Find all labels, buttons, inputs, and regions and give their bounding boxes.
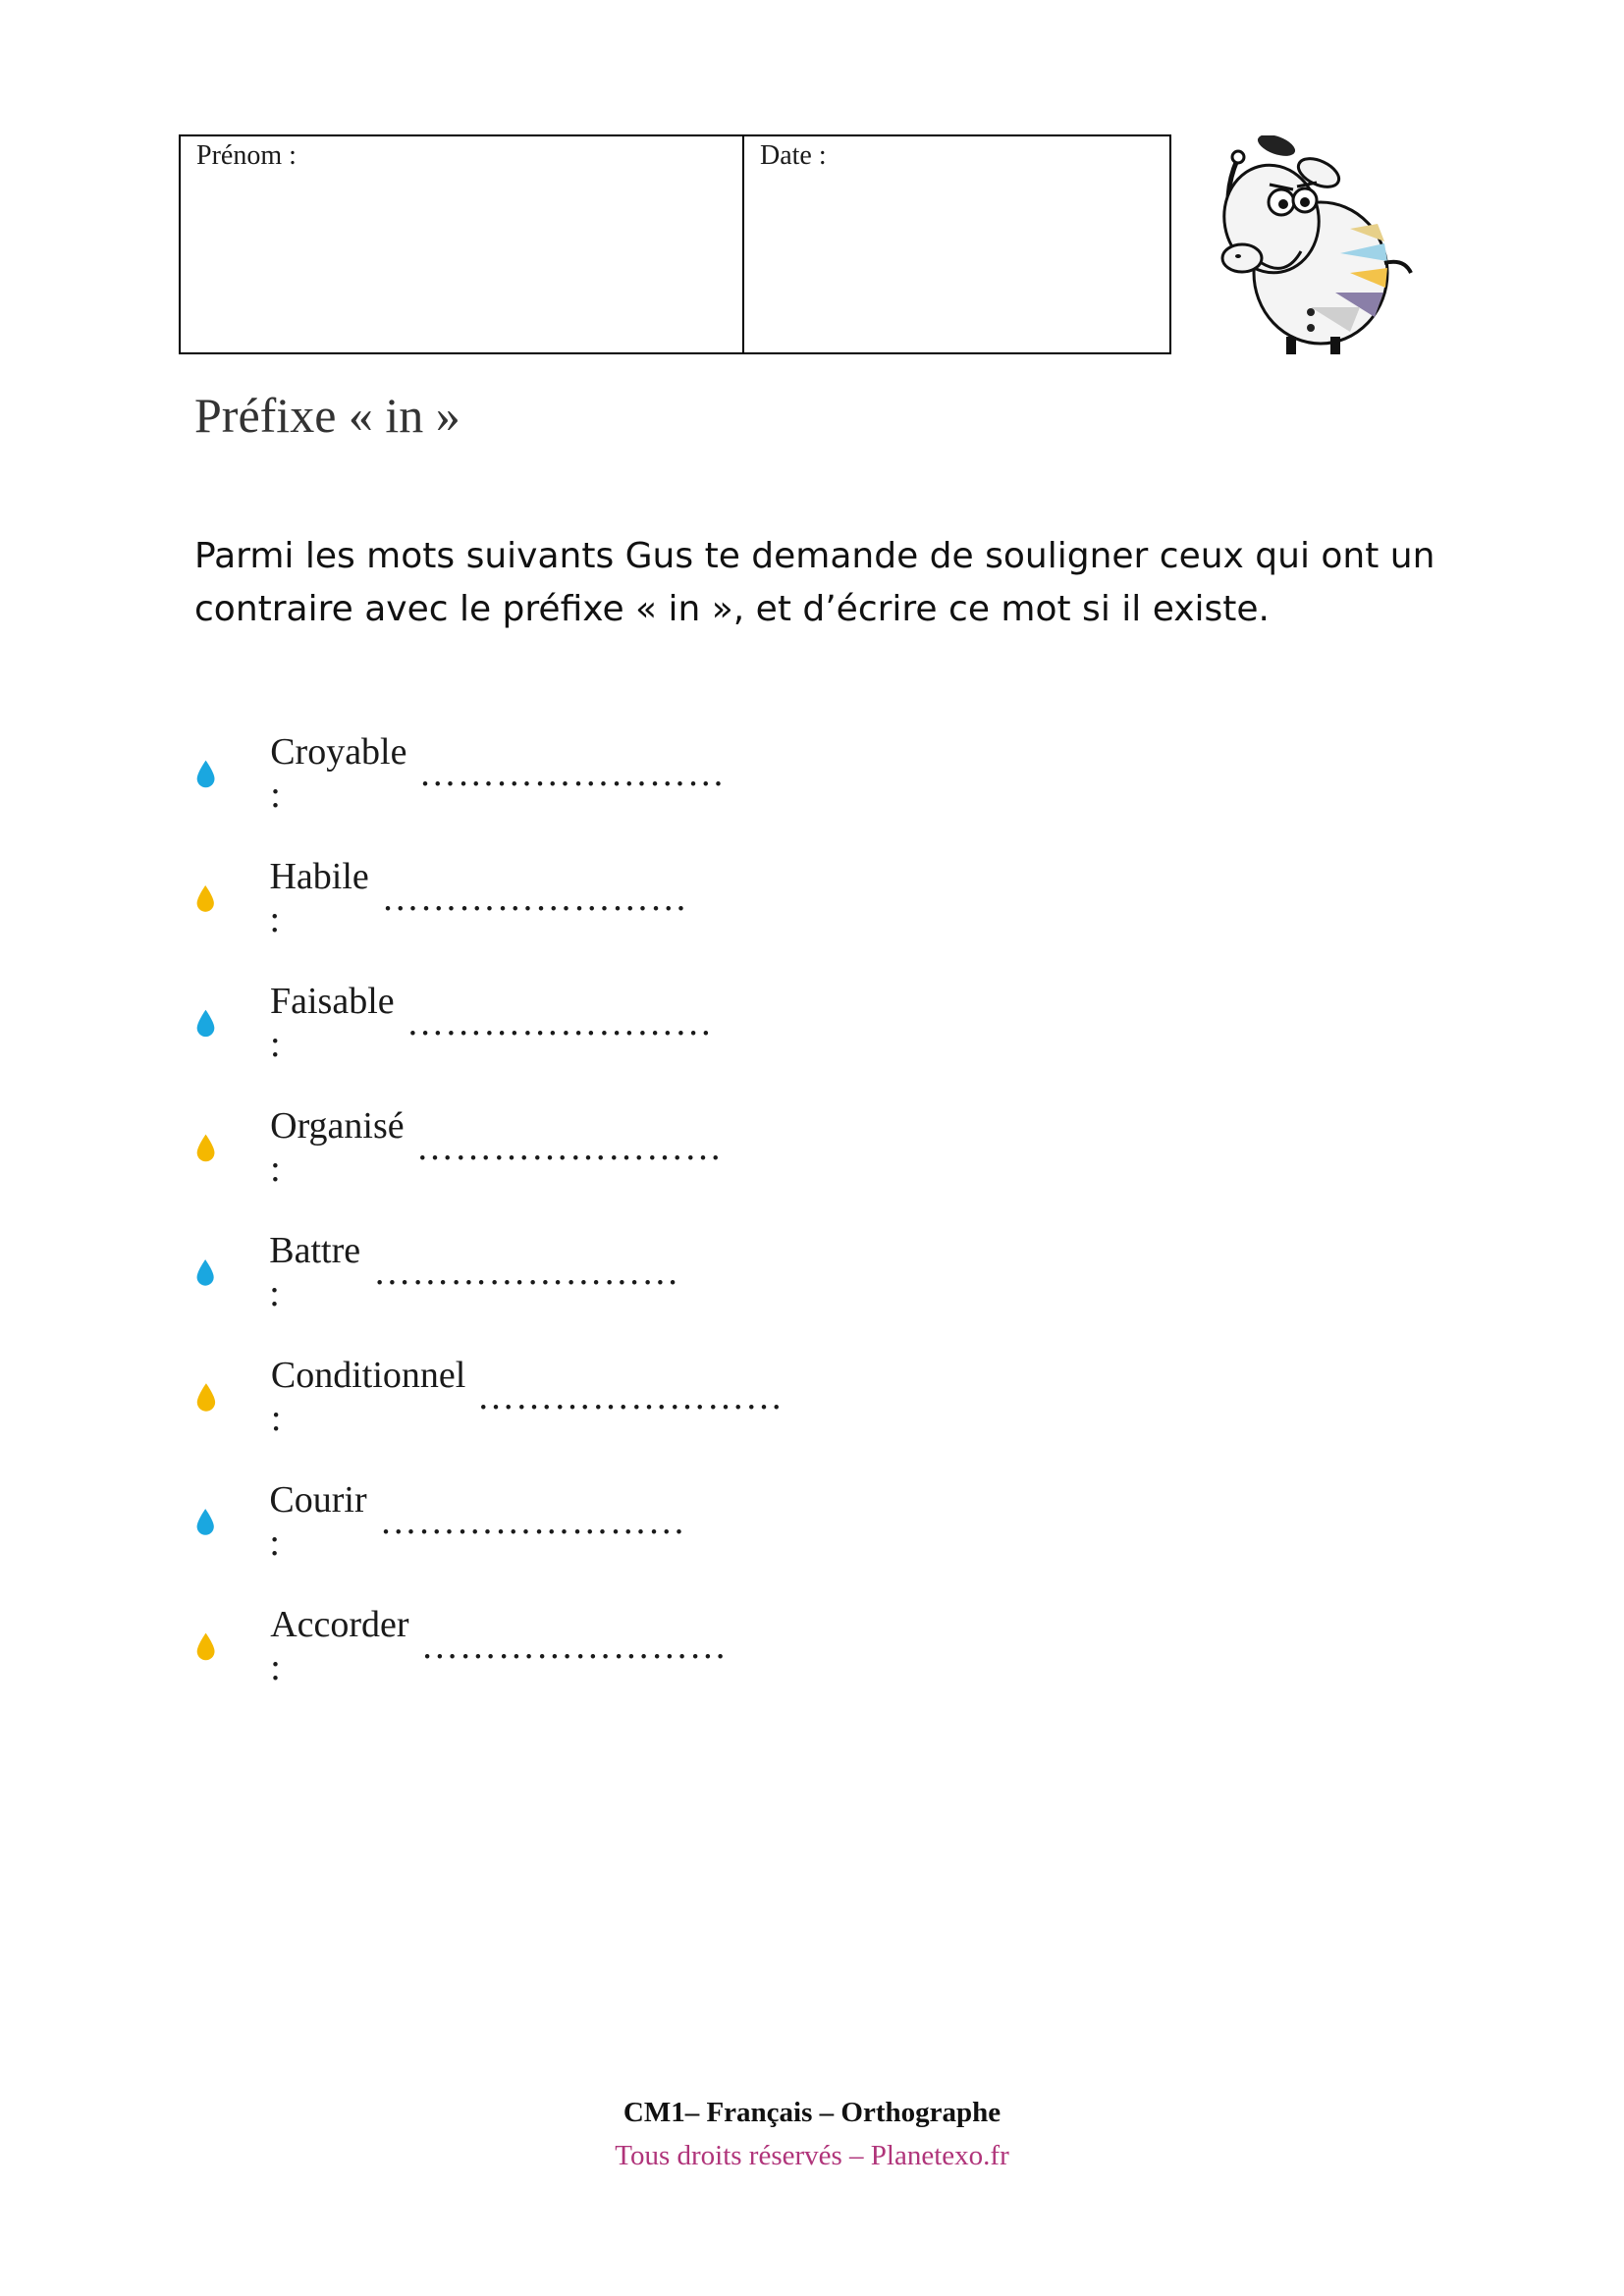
drop-icon [194,1006,217,1040]
list-item [194,1479,686,1564]
drop-shape [197,761,215,788]
word-label: Battre : [269,1230,361,1314]
drop-icon [194,881,216,915]
list-item [194,1105,723,1190]
list-item [194,1604,728,1688]
drop-icon [194,1380,218,1414]
drop-icon [194,757,217,790]
list-item [194,1230,680,1314]
answer-blank[interactable]: …………………… [379,1501,686,1542]
word-label: Accorder : [270,1604,409,1688]
date-field[interactable] [744,136,1169,352]
date-label: Date : [760,140,827,171]
footer-course: CM1– Français – Orthographe [623,2097,1001,2128]
answer-blank[interactable]: …………………… [418,753,726,794]
list-item [194,981,714,1065]
word-label: Habile : [269,856,369,940]
drop-icon [194,1505,216,1538]
answer-blank[interactable]: …………………… [416,1127,723,1168]
answer-blank[interactable]: …………………… [406,1002,714,1043]
answer-blank[interactable]: …………………… [476,1376,784,1417]
word-label: Conditionnel : [270,1355,466,1439]
drop-shape [197,1383,215,1411]
answer-blank[interactable]: …………………… [381,878,688,919]
first-name-label: Prénom : [196,140,297,171]
word-label: Courir : [269,1479,367,1564]
drop-icon [194,1255,216,1289]
word-label: Croyable : [270,731,407,816]
instructions-text: Parmi les mots suivants Gus te demande de souligner ceux qui ont un contraire avec le préfixe « in », et d’écrire ce mot si il existe. [194,536,1435,629]
first-name-field[interactable] [181,136,744,352]
word-label: Organisé : [270,1105,405,1190]
list-item [194,731,726,816]
drop-icon [194,1629,217,1663]
drop-icon [194,1131,217,1164]
name-date-box [179,134,1171,354]
drop-shape [197,885,214,912]
list-item [194,856,688,940]
list-item [194,1355,784,1439]
answer-blank[interactable]: …………………… [420,1626,728,1667]
drop-shape [197,1509,214,1535]
drop-shape [197,1633,215,1661]
answer-blank[interactable]: …………………… [373,1252,680,1293]
drop-shape [197,1135,215,1162]
drop-shape [197,1010,215,1037]
footer-copyright: Tous droits réservés – Planetexo.fr [615,2140,1009,2171]
mascot-illustration [1203,135,1419,356]
drop-shape [197,1259,214,1286]
page-title: Préfixe « in » [194,388,460,443]
word-label: Faisable : [269,981,395,1065]
